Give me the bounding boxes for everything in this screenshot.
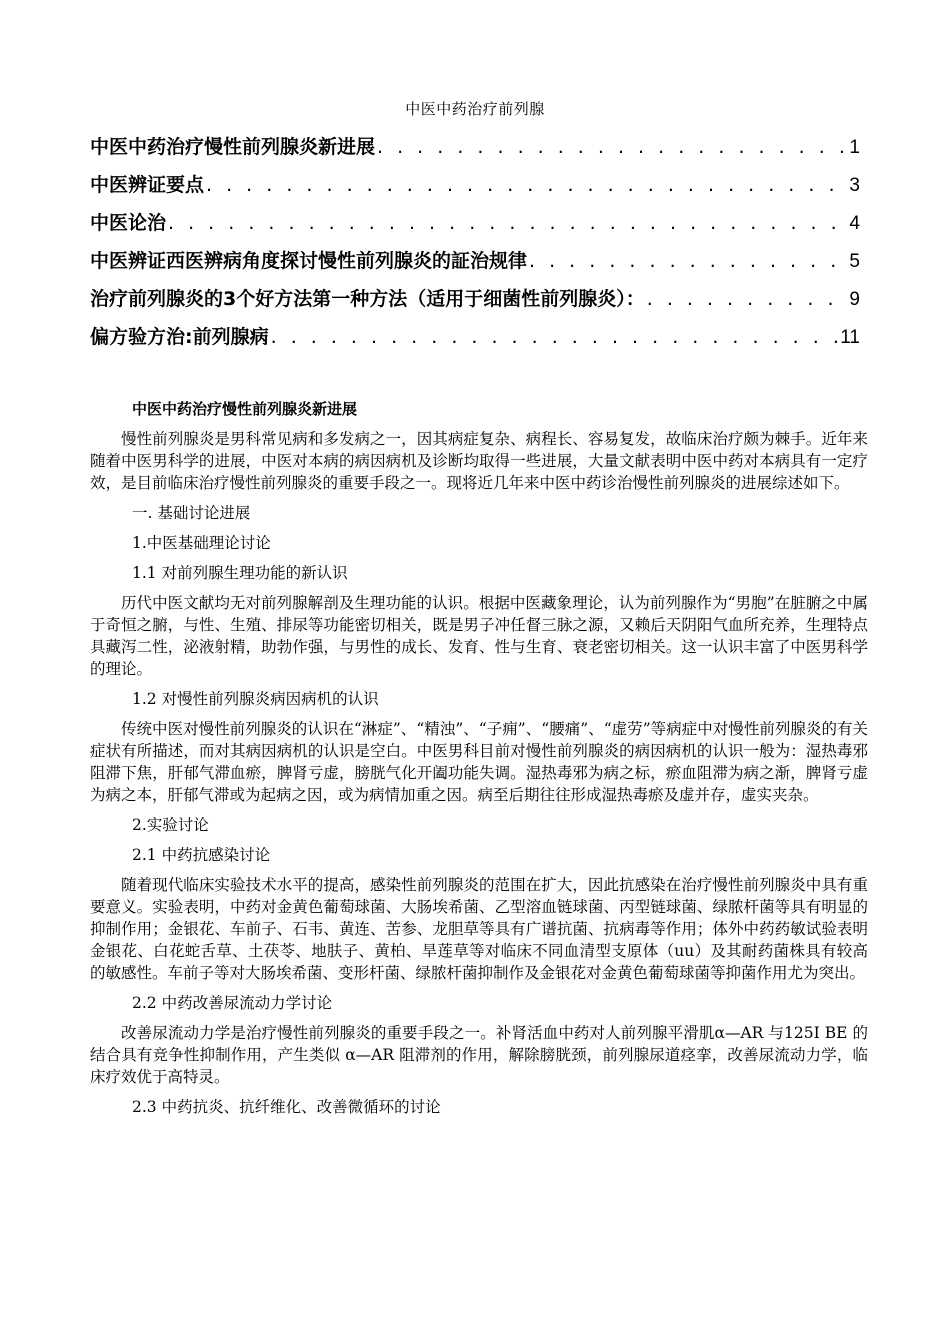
heading-anti-infection: 2.1 中药抗感染讨论: [132, 846, 271, 864]
toc-entry-title: 中医中药治疗慢性前列腺炎新进展: [90, 136, 376, 158]
paragraph-etiology: 传统中医对慢性前列腺炎的认识在“淋症”、“精浊”、“子痈”、“腰痛”、“虚劳”等病症中对慢性前列腺炎的有关症状有所描述，而对其病因病机的认识是空白。中医男科目前对慢性前列腺炎的病因病机的认识一般为：湿热毒邪阻滞下焦，肝郁气滞血瘀，脾肾亏虚，膀胱气化开阖功能失调。湿热毒邪为病之标，瘀血阻滞为病之渐，脾肾亏虚为病之本，肝郁气滞或为起病之因，或为病情加重之因。病至后期往往形成湿热毒瘀及虚并存，虚实夹杂。: [90, 720, 868, 804]
paragraph-urodynamics: 改善尿流动力学是治疗慢性前列腺炎的重要手段之一。补肾活血中药对人前列腺平滑肌α—AR 与125I BE 的结合具有竞争性抑制作用，产生类似 α—AR 阻滞剂的作用，解除膀胱颈，前列腺尿道痉挛，改善尿流动力学，临床疗效优于高特灵。: [90, 1024, 868, 1086]
toc-dot-leader: [271, 318, 839, 356]
heading-anti-inflammation: 2.3 中药抗炎、抗纤维化、改善微循环的讨论: [132, 1098, 441, 1116]
toc-entry[interactable]: [90, 204, 860, 242]
toc-entry[interactable]: [90, 166, 860, 204]
toc-entry-title: 中医辨证西医辨病角度探讨慢性前列腺炎的証治规律: [90, 250, 528, 272]
toc-entry-page: 5: [849, 251, 860, 272]
heading-prostate-physiology: 1.1 对前列腺生理功能的新认识: [132, 564, 348, 582]
toc-entry[interactable]: [90, 318, 860, 356]
toc-entry-title: 中医论治: [90, 212, 167, 234]
toc-dot-leader: [647, 280, 848, 318]
toc-entry-title: 偏方验方治:前列腺病: [90, 326, 269, 348]
toc-entry-page: 11: [840, 327, 860, 348]
toc-entry-page: 3: [849, 175, 860, 196]
section-title: 中医中药治疗慢性前列腺炎新进展: [132, 400, 358, 418]
toc-entry[interactable]: [90, 128, 860, 166]
toc-dot-leader: [377, 128, 847, 166]
document-header-title: 中医中药治疗前列腺: [405, 100, 545, 118]
heading-experimental: 2.实验讨论: [132, 816, 209, 834]
document-body: [90, 398, 868, 1126]
paragraph-anti-infection: 随着现代临床实验技术水平的提高，感染性前列腺炎的范围在扩大，因此抗感染在治疗慢性前列腺炎中具有重要意义。实验表明，中药对金黄色葡萄球菌、大肠埃希菌、乙型溶血链球菌、丙型链球菌、绿脓杆菌等具有明显的抑制作用；金银花、车前子、石韦、黄连、苦参、龙胆草等具有广谱抗菌、抗病毒等作用；体外中药药敏试验表明金银花、白花蛇舌草、土茯苓、地肤子、黄柏、旱莲草等对临床不同血清型支原体（uu）及其耐药菌株具有较高的敏感性。车前子等对大肠埃希菌、变形杆菌、绿脓杆菌抑制作及金银花对金黄色葡萄球菌等抑菌作用尤为突出。: [90, 876, 868, 982]
paragraph-prostate-physiology: 历代中医文献均无对前列腺解剖及生理功能的认识。根据中医藏象理论，认为前列腺作为“男胞”在脏腑之中属于奇恒之腑，与性、生殖、排尿等功能密切相关，既是男子冲任督三脉之源，又赖后天阴阳气血所充养，生理特点具藏泻二性，泌液射精，助勃作强，与男性的成长、发育、性与生育、衰老密切相关。这一认识丰富了中医男科学的理论。: [90, 594, 868, 678]
toc-entry-title: 中医辨证要点: [90, 174, 205, 196]
table-of-contents: [90, 128, 860, 356]
toc-entry[interactable]: [90, 280, 860, 318]
toc-entry[interactable]: [90, 242, 860, 280]
toc-dot-leader: [529, 242, 847, 280]
toc-dot-leader: [168, 204, 847, 242]
paragraph-intro: 慢性前列腺炎是男科常见病和多发病之一，因其病症复杂、病程长、容易复发，故临床治疗颇为棘手。近年来随着中医男科学的进展，中医对本病的病因病机及诊断均取得一些进展，大量文献表明中医中药对本病具有一定疗效，是目前临床治疗慢性前列腺炎的重要手段之一。现将近几年来中医中药诊治慢性前列腺炎的进展综述如下。: [90, 430, 868, 492]
heading-urodynamics: 2.2 中药改善尿流动力学讨论: [132, 994, 333, 1012]
heading-basic-research: 一. 基础讨论进展: [132, 504, 251, 522]
toc-entry-title: 治疗前列腺炎的3个好方法第一种方法（适用于细菌性前列腺炎）：: [90, 288, 645, 310]
toc-entry-page: 4: [849, 213, 860, 234]
toc-entry-page: 9: [849, 289, 860, 310]
toc-dot-leader: [206, 166, 847, 204]
heading-etiology: 1.2 对慢性前列腺炎病因病机的认识: [132, 690, 379, 708]
toc-entry-page: 1: [849, 137, 860, 158]
heading-tcm-theory: 1.中医基础理论讨论: [132, 534, 271, 552]
